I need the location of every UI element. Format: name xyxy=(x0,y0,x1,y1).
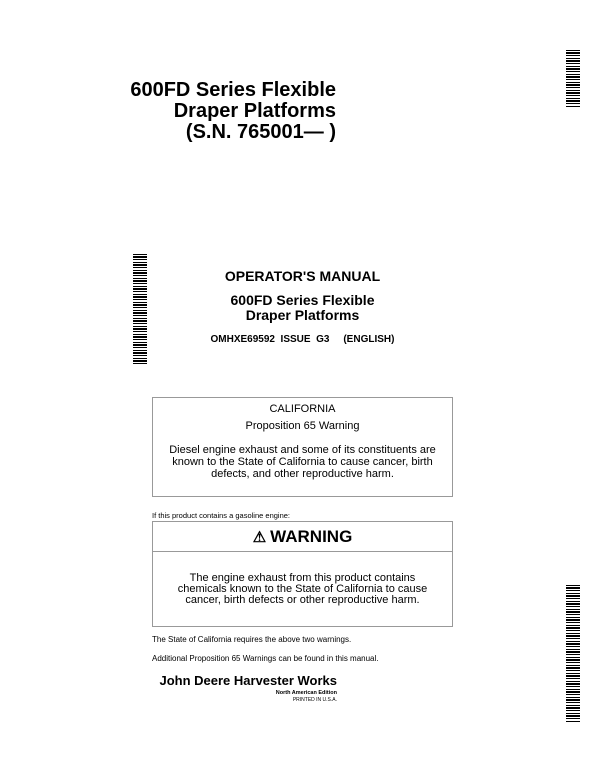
cover-title-line3: (S.N. 765001— ) xyxy=(185,121,336,143)
state-requirement-note: The State of California requires the above two warnings. xyxy=(152,635,352,644)
manual-subtitle xyxy=(150,293,455,323)
cover-title-line1: 600FD Series Flexible xyxy=(130,79,336,101)
additional-warnings-note: Additional Proposition 65 Warnings can be found in this manual. xyxy=(152,654,379,663)
prop65-label: Proposition 65 Warning xyxy=(245,420,360,432)
warning-body-text: The engine exhaust from this product contains chemicals known to the State of California to cause cancer, birth defects or other reproductive harm. xyxy=(177,572,428,606)
gasoline-warning-box xyxy=(152,521,453,627)
manual-code-line: OMHXE69592 ISSUE G3 (ENGLISH) xyxy=(210,334,395,345)
warning-header xyxy=(153,522,452,552)
california-prop65-box xyxy=(152,397,453,497)
barcode-bottom-right xyxy=(566,585,580,723)
cover-title xyxy=(130,80,336,143)
cover-title-line2: Draper Platforms xyxy=(173,100,336,122)
edition-label: North American Edition xyxy=(275,690,337,696)
printed-label: PRINTED IN U.S.A. xyxy=(292,697,337,703)
manual-subtitle-line2: Draper Platforms xyxy=(245,307,360,323)
gasoline-engine-note: If this product contains a gasoline engine: xyxy=(152,511,291,520)
warning-triangle-icon: ⚠ xyxy=(252,529,267,546)
california-label: CALIFORNIA xyxy=(269,403,336,415)
manual-heading: OPERATOR'S MANUAL xyxy=(224,268,381,284)
warning-heading: WARNING xyxy=(270,527,353,546)
diesel-warning-text: Diesel engine exhaust and some of its constituents are known to the State of California to cause cancer, birth defects, and other reproductive harm. xyxy=(169,444,436,480)
manual-subtitle-line1: 600FD Series Flexible xyxy=(230,292,375,308)
publisher-name: John Deere Harvester Works xyxy=(159,673,337,688)
barcode-left xyxy=(133,254,147,364)
barcode-top-right xyxy=(566,50,580,108)
